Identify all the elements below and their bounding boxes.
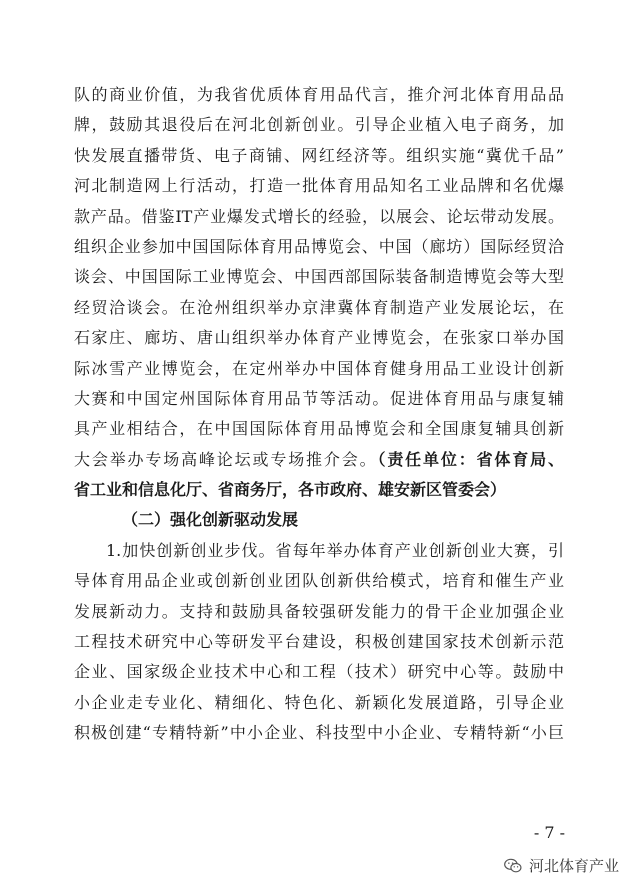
text-line: 小企业走专业化、精细化、特色化、新颖化发展道路，引导企业 xyxy=(74,692,564,712)
text-line: 导体育用品企业或创新创业团队创新供给模式，培育和催生产业 xyxy=(74,571,564,591)
responsibility-units-start: （责任单位：省体育局、 xyxy=(377,449,564,469)
text-line: 谈会、中国国际工业博览会、中国西部国际装备制造博览会等大型 xyxy=(74,267,564,287)
text-line: 企业、国家级企业技术中心和工程（技术）研究中心等。鼓励中 xyxy=(74,662,564,682)
text-line-with-responsibility xyxy=(74,445,564,475)
watermark-text: 河北体育产业 xyxy=(528,857,619,875)
text-line: 牌，鼓励其退役后在河北创新创业。引导企业植入电子商务，加 xyxy=(74,115,564,135)
text-line: 积极创建“专精特新”中小企业、科技型中小企业、专精特新“小巨 xyxy=(74,723,564,743)
text-line: 河北制造网上行活动，打造一批体育用品知名工业品牌和名优爆 xyxy=(74,176,564,196)
text-line: 工程技术研究中心等研发平台建设，积极创建国家技术创新示范 xyxy=(74,632,564,652)
text-line: 快发展直播带货、电子商铺、网红经济等。组织实施“冀优千品” xyxy=(74,145,564,165)
section-heading: （二）强化创新驱动发展 xyxy=(122,510,299,530)
text-line: 队的商业价值，为我省优质体育用品代言，推介河北体育用品品 xyxy=(74,85,564,104)
body-text xyxy=(74,80,564,749)
text-line: 石家庄、廊坊、唐山组织举办体育产业博览会，在张家口举办国 xyxy=(74,328,564,348)
text-line: 发展新动力。支持和鼓励具备较强研发能力的骨干企业加强企业 xyxy=(74,601,564,621)
responsibility-units: 省工业和信息化厅、省商务厅，各市政府、雄安新区管委会） xyxy=(74,480,507,500)
text-line: 经贸洽谈会。在沧州组织举办京津冀体育制造产业发展论坛，在 xyxy=(74,297,564,317)
text-line: 组织企业参加中国国际体育用品博览会、中国（廊坊）国际经贸洽 xyxy=(74,236,564,256)
wechat-icon xyxy=(503,856,523,876)
text-line: 1.加快创新创业步伐。省每年举办体育产业创新创业大赛，引 xyxy=(106,540,564,560)
text-line-end: 大会举办专场高峰论坛或专场推介会。 xyxy=(74,449,378,469)
text-line: 款产品。借鉴IT产业爆发式增长的经验，以展会、论坛带动发展。 xyxy=(74,206,564,226)
text-line: 大赛和中国定州国际体育用品节等活动。促进体育用品与康复辅 xyxy=(74,388,564,408)
text-line: 具产业相结合，在中国国际体育用品博览会和全国康复辅具创新 xyxy=(74,419,564,439)
text-line: 际冰雪产业博览会，在定州举办中国体育健身用品工业设计创新 xyxy=(74,358,564,378)
watermark xyxy=(503,855,619,876)
page-number: - 7 - xyxy=(533,823,565,842)
